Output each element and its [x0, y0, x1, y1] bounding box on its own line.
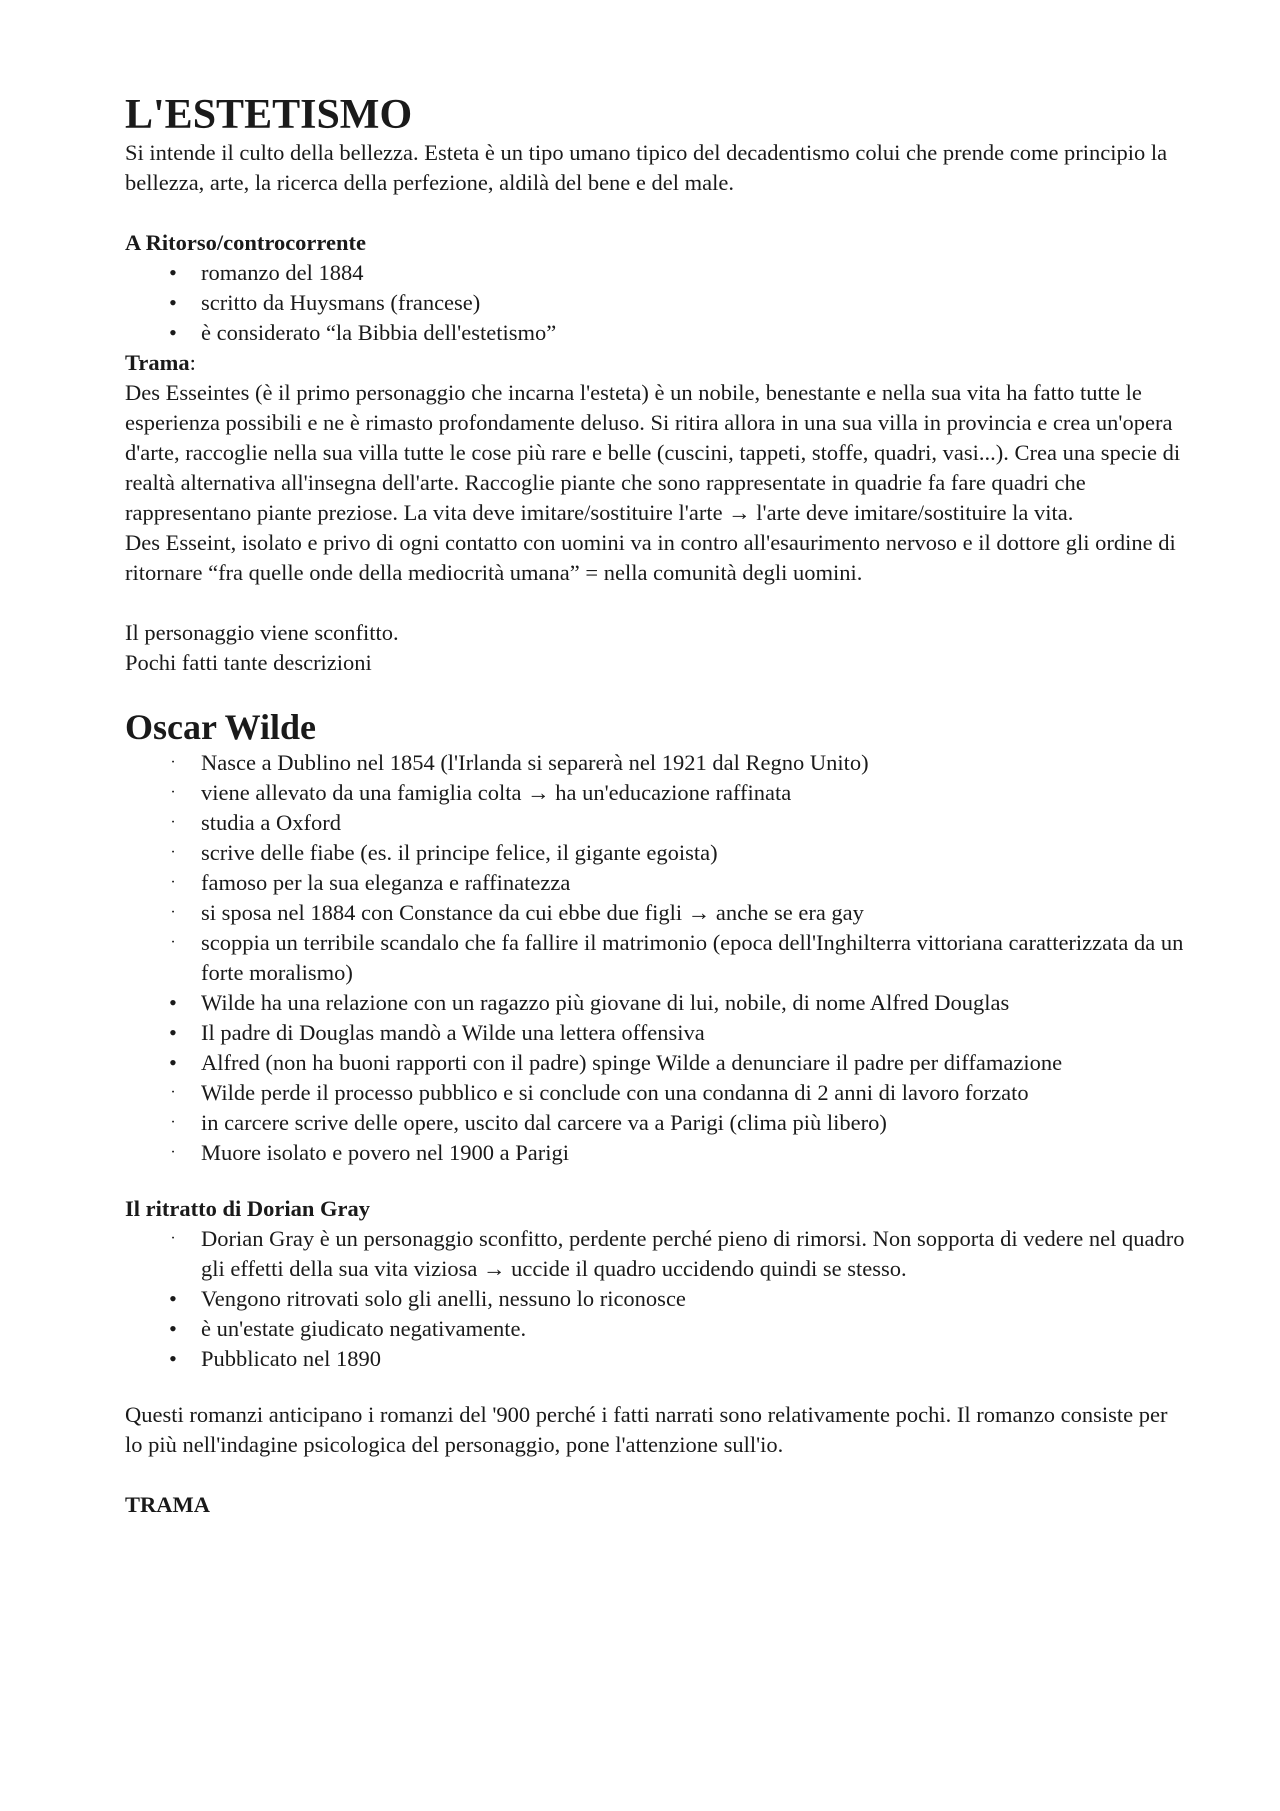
list-item [125, 1314, 1185, 1344]
list-item-text: viene allevato da una famiglia colta → ha un'educazione raffinata [201, 780, 792, 805]
dorian-list [125, 1224, 1185, 1374]
list-item-text: Wilde ha una relazione con un ragazzo più giovane di lui, nobile, di nome Alfred Douglas [201, 990, 1010, 1015]
bullet-icon: · [170, 814, 176, 831]
bullet-icon: • [169, 1346, 177, 1371]
document-page [125, 92, 1185, 1520]
bullet-icon: · [170, 1114, 176, 1131]
list-item [125, 1344, 1185, 1374]
list-item: • romanzo del 1884 [125, 258, 1185, 288]
list-item [125, 748, 1185, 778]
list-item-text: scoppia un terribile scandalo che fa fallire il matrimonio (epoca dell'Inghilterra vittoriana caratterizzata da un forte moralismo) [201, 930, 1184, 985]
conclusion-paragraph: Questi romanzi anticipano i romanzi del '900 perché i fatti narrati sono relativamente pochi. Il romanzo consiste per lo più nell'indagine psicologica del personaggio, pone l'attenzione sull'io. [125, 1402, 1168, 1457]
wilde-list [125, 748, 1185, 1168]
list-item [125, 988, 1185, 1018]
list-item-text: studia a Oxford [201, 810, 341, 835]
list-item-text: Vengono ritrovati solo gli anelli, nessuno lo riconosce [201, 1286, 686, 1311]
list-item-text: famoso per la sua eleganza e raffinatezza [201, 870, 571, 895]
bullet-icon: · [170, 1230, 176, 1247]
list-item: • scritto da Huysmans (francese) [125, 288, 1185, 318]
bullet-icon: • [169, 1020, 177, 1045]
spacer [125, 678, 1185, 706]
list-item [125, 1108, 1185, 1138]
list-item [125, 808, 1185, 838]
list-item-text: Muore isolato e povero nel 1900 a Parigi [201, 1140, 570, 1165]
list-item [125, 1018, 1185, 1048]
bullet-icon: · [170, 784, 176, 801]
bullet-icon: · [170, 844, 176, 861]
bullet-icon: · [170, 904, 176, 921]
bullet-icon: · [170, 754, 176, 771]
list-item-text: Dorian Gray è un personaggio sconfitto, perdente perché pieno di rimorsi. Non sopporta di vedere nel quadro gli effetti della sua vita viziosa → uccide il quadro uccidendo quindi se stesso. [201, 1226, 1185, 1281]
bullet-icon: · [170, 874, 176, 891]
trama-paragraph: Des Esseintes (è il primo personaggio che incarna l'esteta) è un nobile, benestante e nella sua vita ha fatto tutte le esperienza possibili e ne è rimasto profondamente deluso. Si ritira allora in una sua villa in provincia e crea un'opera d'arte, raccoglie nella sua villa tutte le cose più rare e belle (cuscini, tappeti, stoffe, quadri, vasi...). Crea una specie di realtà alternativa all'insegna dell'arte. Raccoglie piante che sono rappresentate in quadrie fa fare quadri che rappresentano piante preziose. La vita deve imitare/sostituire l'arte → l'arte deve imitare/sostituire la vita. [125, 380, 1181, 525]
bullet-icon: • [169, 1286, 177, 1311]
dorian-heading: Il ritratto di Dorian Gray [125, 1196, 370, 1221]
wilde-heading: Oscar Wilde [125, 707, 317, 747]
list-item-text: è un'estate giudicato negativamente. [201, 1316, 527, 1341]
bullet-icon: • [169, 260, 177, 285]
trama-paragraph: Des Esseint, isolato e privo di ogni contatto con uomini va in contro all'esaurimento nervoso e il dottore gli ordine di ritornare “fra quelle onde della mediocrità umana” = nella comunità degli uomini. [125, 530, 1176, 585]
list-item-text: in carcere scrive delle opere, uscito dal carcere va a Parigi (clima più libero) [201, 1110, 887, 1135]
list-item-text: Alfred (non ha buoni rapporti con il padre) spinge Wilde a denunciare il padre per diffamazione [201, 1050, 1063, 1075]
final-heading: TRAMA [125, 1492, 210, 1517]
bullet-icon: • [169, 1316, 177, 1341]
trama-label-line: Trama: [125, 350, 196, 375]
list-item [125, 1078, 1185, 1108]
spacer [125, 198, 1185, 228]
spacer [125, 588, 1185, 618]
list-item-text: Pubblicato nel 1890 [201, 1346, 381, 1371]
bullet-icon: · [170, 1144, 176, 1161]
trama-label: Trama [125, 350, 190, 375]
bullet-icon: • [169, 290, 177, 315]
rebours-list [125, 258, 1185, 348]
list-item [125, 1048, 1185, 1078]
list-item [125, 928, 1185, 988]
page-title: L'ESTETISMO [125, 92, 413, 138]
list-item-text: scrive delle fiabe (es. il principe felice, il gigante egoista) [201, 840, 718, 865]
bullet-icon: • [169, 1050, 177, 1075]
bullet-icon: • [169, 990, 177, 1015]
bullet-icon: • [169, 320, 177, 345]
list-item-text: Nasce a Dublino nel 1854 (l'Irlanda si separerà nel 1921 dal Regno Unito) [201, 750, 869, 775]
spacer [125, 1460, 1185, 1490]
note-line: Pochi fatti tante descrizioni [125, 650, 372, 675]
list-item-text: Wilde perde il processo pubblico e si conclude con una condanna di 2 anni di lavoro forzato [201, 1080, 1029, 1105]
spacer [125, 1374, 1185, 1400]
list-item [125, 1138, 1185, 1168]
list-item-text: Il padre di Douglas mandò a Wilde una lettera offensiva [201, 1020, 705, 1045]
list-item [125, 898, 1185, 928]
bullet-icon: · [170, 934, 176, 951]
list-item [125, 778, 1185, 808]
bullet-icon: · [170, 1084, 176, 1101]
intro-paragraph: Si intende il culto della bellezza. Esteta è un tipo umano tipico del decadentismo colui che prende come principio la bellezza, arte, la ricerca della perfezione, aldilà del bene e del male. [125, 140, 1168, 195]
list-item: • è considerato “la Bibbia dell'estetismo” [125, 318, 1185, 348]
list-item [125, 838, 1185, 868]
list-item-text: si sposa nel 1884 con Constance da cui ebbe due figli → anche se era gay [201, 900, 864, 925]
list-item [125, 1284, 1185, 1314]
note-line: Il personaggio viene sconfitto. [125, 620, 399, 645]
rebours-heading: A Ritorso/controcorrente [125, 230, 366, 255]
list-item [125, 868, 1185, 898]
spacer [125, 1168, 1185, 1194]
list-item [125, 1224, 1185, 1284]
